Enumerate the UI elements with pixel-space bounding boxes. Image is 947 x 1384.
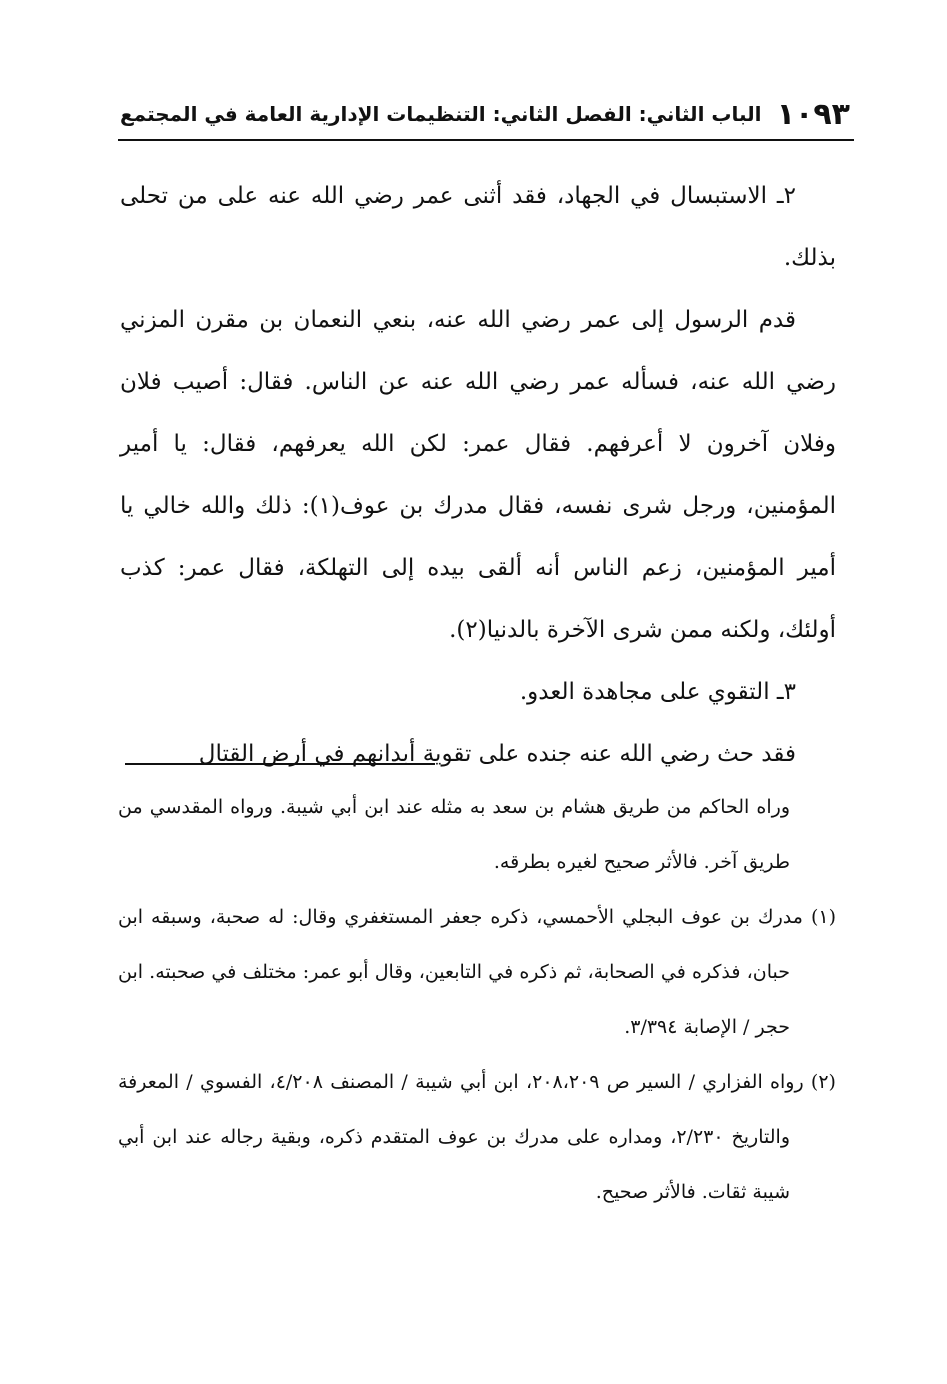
footnote-continuation: وراه الحاكم من طريق هشام بن سعد به مثله عند ابن أبي شيبة. ورواه المقدسي من طريق آخر. فالأثر صحيح لغيره بطرقه. — [118, 796, 790, 873]
page-number: ١٠٩٣ — [776, 96, 850, 132]
footnote-separator — [125, 763, 435, 765]
paragraph-4: فقد حث رضي الله عنه جنده على تقوية أبدانهم في أرض القتال — [198, 741, 796, 767]
paragraph-1: ٢ـ الاستبسال في الجهاد، فقد أثنى عمر رضي الله عنه على من تحلى بذلك. — [120, 183, 836, 271]
paragraph-2: قدم الرسول إلى عمر رضي الله عنه، بنعي النعمان بن مقرن المزني رضي الله عنه، فسأله عمر رضي الله عنه عن الناس. فقال: أصيب فلان وفلان آخرون لا أعرفهم. فقال عمر: لكن الله يعرفهم، فقال: يا أمير المؤمنين، ورجل شرى نفسه، فقال مدرك بن عوف(١): ذلك والله خالي يا أمير المؤمنين، زعم الناس أنه ألقى بيده إلى التهلكة، فقال عمر: كذب أولئك، ولكنه ممن شرى الآخرة بالدنيا(٢). — [120, 307, 836, 643]
page-header — [120, 92, 850, 136]
main-text — [120, 165, 836, 785]
footnote-2: (٢) رواه الفزاري / السير ص ٢٠٨،٢٠٩، ابن أبي شيبة / المصنف ٤/٢٠٨، الفسوي / المعرفة والتاريخ ٢/٢٣٠، ومداره على مدرك بن عوف المتقدم ذكره، وبقية رجاله عند ابن أبي شيبة ثقات. فالأثر صحيح. — [118, 1071, 836, 1203]
header-rule — [118, 139, 854, 141]
paragraph-3: ٣ـ التقوي على مجاهدة العدو. — [519, 679, 796, 705]
running-title: الباب الثاني: الفصل الثاني: التنظيمات الإدارية العامة في المجتمع — [120, 102, 762, 126]
footnote-1: (١) مدرك بن عوف البجلي الأحمسي، ذكره جعفر المستغفري وقال: له صحبة، وسبقه ابن حبان، فذكره في الصحابة، ثم ذكره في التابعين، وقال أبو عمر: مختلف في صحبته. ابن حجر / الإصابة ٣/٣٩٤. — [118, 906, 836, 1038]
footnotes — [118, 780, 836, 1220]
